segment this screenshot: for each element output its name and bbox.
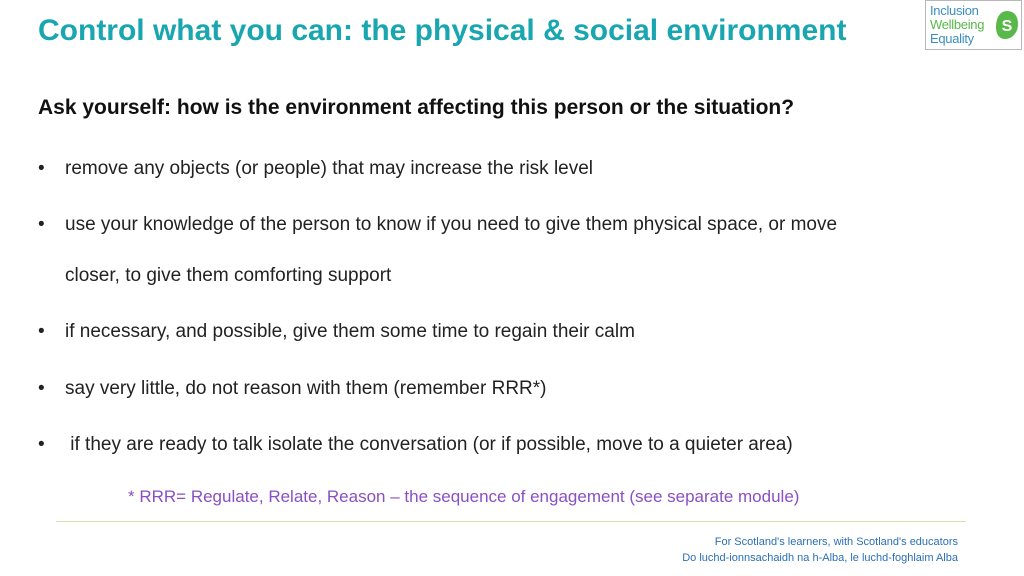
bullet-dot: •: [38, 214, 45, 235]
logo-line-inclusion: Inclusion: [930, 3, 979, 18]
education-scotland-logo: [925, 0, 1022, 50]
logo-line-wellbeing: Wellbeing: [930, 17, 985, 32]
footer-divider: [56, 521, 966, 522]
bullet-dot: •: [38, 158, 45, 179]
slide-title: Control what you can: the physical & social environment: [38, 14, 847, 47]
bullet-text: if necessary, and possible, give them some time to regain their calm: [65, 321, 635, 342]
badge-letter: S: [1001, 18, 1013, 35]
bullet-text: use your knowledge of the person to know if you need to give them physical space, or move: [65, 214, 838, 235]
footer-line-english: For Scotland's learners, with Scotland's educators: [714, 536, 958, 548]
bullet-text: remove any objects (or people) that may increase the risk level: [65, 158, 594, 179]
logo-text: [930, 4, 984, 46]
bullet-text: say very little, do not reason with them (remember RRR*): [65, 378, 547, 399]
rrr-footnote: * RRR= Regulate, Relate, Reason – the sequence of engagement (see separate module): [128, 487, 800, 506]
bullet-dot: •: [38, 321, 45, 342]
bullet-text: closer, to give them comforting support: [65, 265, 392, 286]
bullet-text: if they are ready to talk isolate the conversation (or if possible, move to a quieter area): [65, 434, 793, 455]
education-scotland-badge-icon: [995, 10, 1019, 40]
footer-line-gaelic: Do luchd-ionnsachaidh na h-Alba, le luchd-foghlaim Alba: [682, 552, 958, 564]
logo-line-equality: Equality: [930, 31, 974, 46]
bullet-dot: •: [38, 378, 45, 399]
slide-subtitle: Ask yourself: how is the environment affecting this person or the situation?: [38, 96, 795, 119]
footer-tagline: [682, 534, 958, 566]
bullet-dot: •: [38, 434, 45, 455]
